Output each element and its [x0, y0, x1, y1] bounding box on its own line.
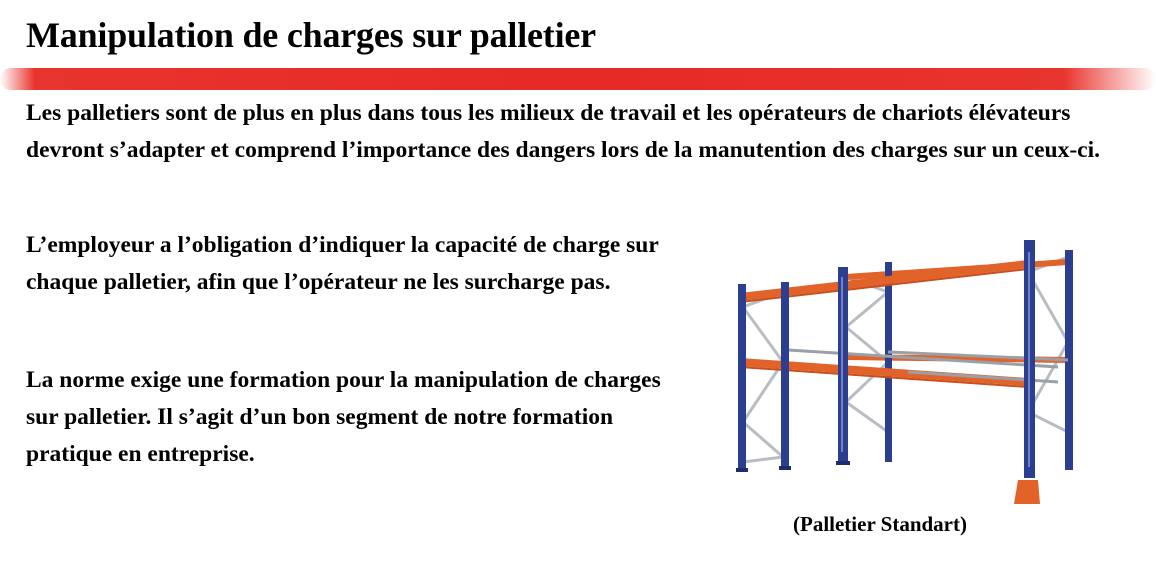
slide-title: Manipulation de charges sur palletier: [26, 15, 596, 55]
pallet-rack-image: [728, 232, 1088, 507]
title-underline-bar: [0, 68, 1156, 90]
image-caption: (Palletier Standart): [793, 512, 967, 536]
training-norm-paragraph: La norme exige une formation pour la manipulation de charges sur palletier. Il s’agit d’un bon segment de notre formation pratique en entreprise.: [26, 367, 661, 467]
employer-obligation-paragraph: L’employeur a l’obligation d’indiquer la capacité de charge sur chaque palletier, afin que l’opérateur ne les surcharge pas.: [26, 232, 659, 295]
intro-paragraph: Les palletiers sont de plus en plus dans tous les milieux de travail et les opérateurs de chariots élévateurs devront s’adapter et comprend l’importance des dangers lors de la manutention des charges sur un ceux-ci.: [26, 100, 1101, 163]
